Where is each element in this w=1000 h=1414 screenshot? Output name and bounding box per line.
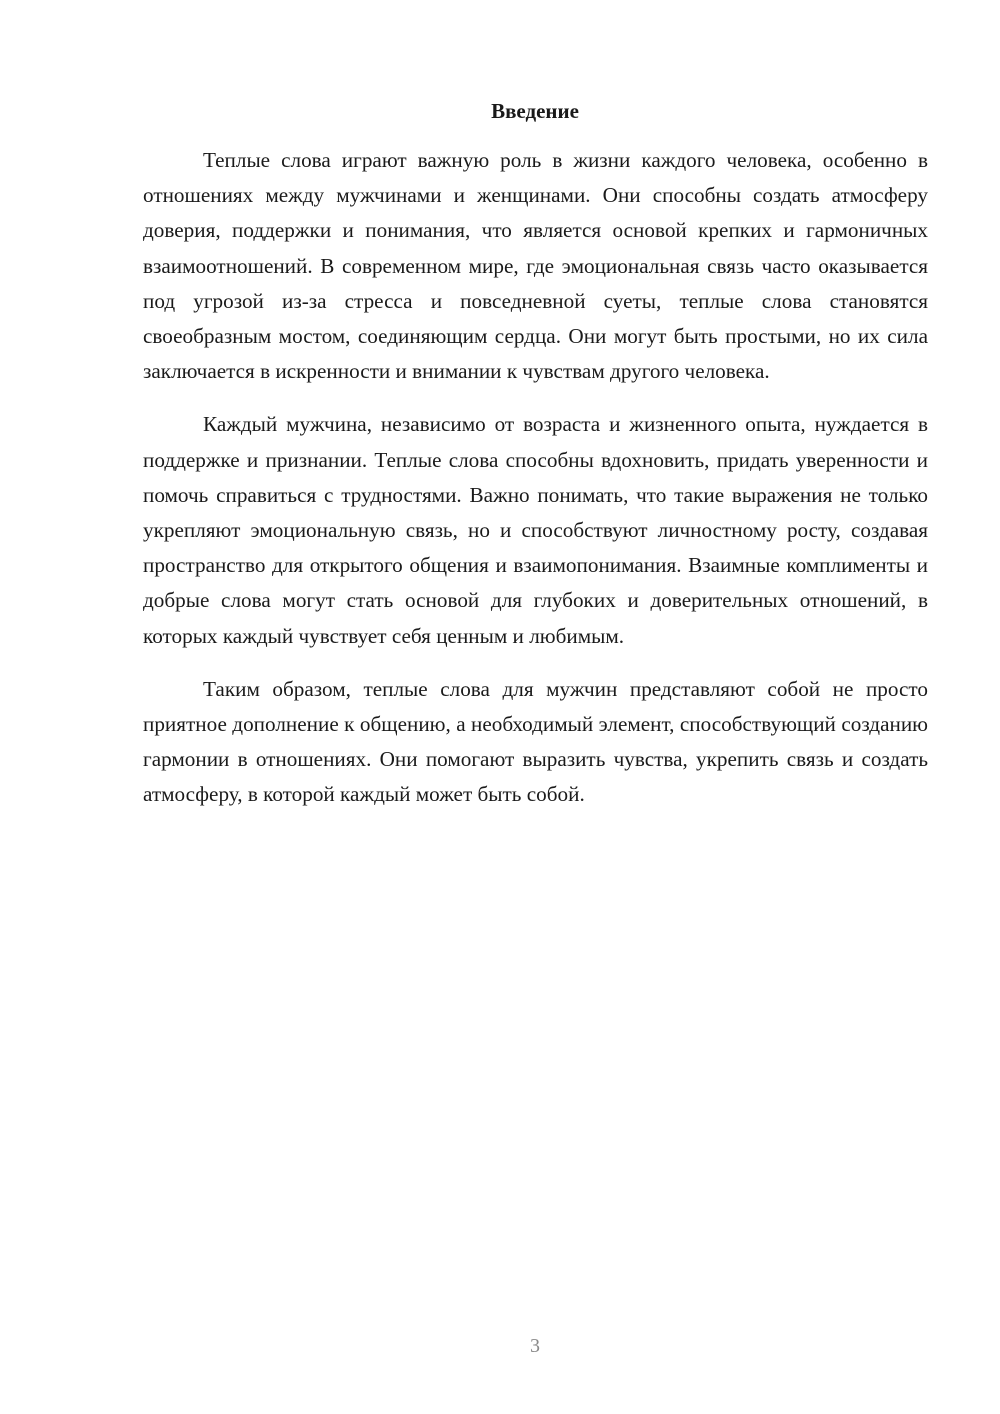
paragraph-1: Теплые слова играют важную роль в жизни каждого человека, особенно в отношениях между мужчинами и женщинами. Они способны создать атмосферу доверия, поддержки и понимания, что является основой крепких и гармоничных взаимоотношений. В современном мире, где эмоциональная связь часто оказывается под угрозой из-за стресса и повседневной суеты, теплые слова становятся своеобразным мостом, соединяющим сердца. Они могут быть простыми, но их сила заключается в искренности и внимании к чувствам другого человека. [143,148,928,384]
page-number: 3 [530,1335,540,1357]
paragraph-2: Каждый мужчина, независимо от возраста и жизненного опыта, нуждается в поддержке и признании. Теплые слова способны вдохновить, придать уверенности и помочь справиться с трудностями. Важно понимать, что такие выражения не только укрепляют эмоциональную связь, но и способствуют личностному росту, создавая пространство для открытого общения и взаимопонимания. Взаимные комплименты и добрые слова могут стать основой для глубоких и доверительных отношений, в которых каждый чувствует себя ценным и любимым. [143,412,928,648]
paragraph-3: Таким образом, теплые слова для мужчин представляют собой не просто приятное дополнение к общению, а необходимый элемент, способствующий созданию гармонии в отношениях. Они помогают выразить чувства, укрепить связь и создать атмосферу, в которой каждый может быть собой. [143,676,928,807]
body-text [143,143,928,831]
section-title: Введение [491,99,579,123]
